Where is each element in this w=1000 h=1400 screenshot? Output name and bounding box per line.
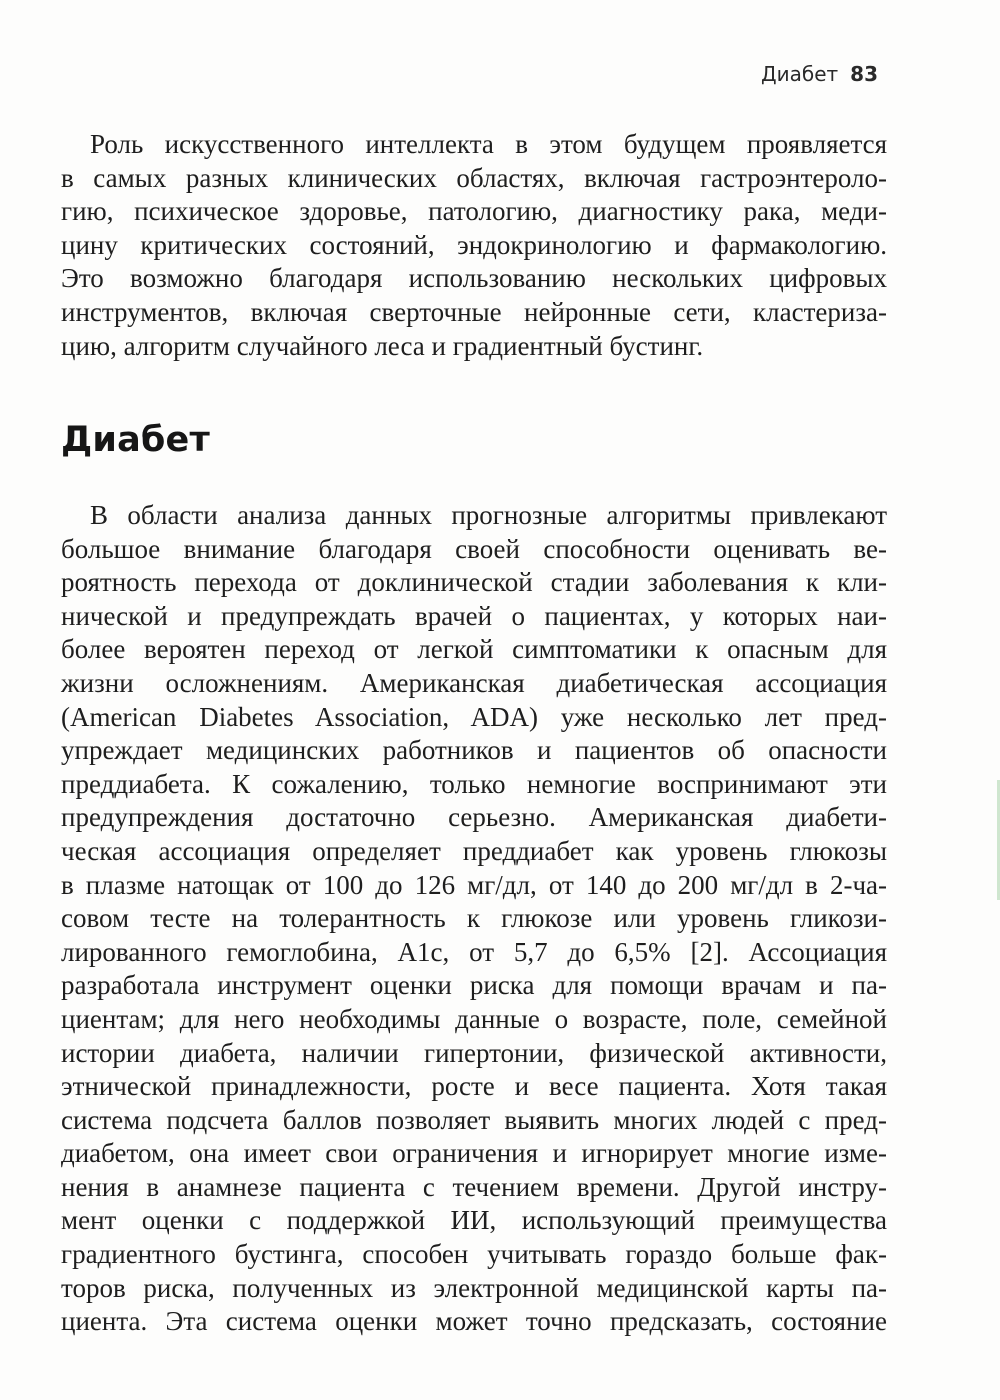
paragraph-line: (American Diabetes Association, ADA) уже несколько лет пред- — [61, 701, 887, 732]
paragraph-line: совом тесте на толерантность к глюкозе или уровень гликози- — [61, 903, 887, 934]
paragraph-line: в самых разных клинических областях, включая гастроэнтероло- — [61, 162, 887, 193]
paragraph-line: градиентного бустинга, способен учитывать гораздо больше фак- — [61, 1239, 887, 1270]
paragraph-line: в плазме натощак от 100 до 126 мг/дл, от 140 до 200 мг/дл в 2-ча- — [61, 869, 887, 900]
paragraph-line: упреждает медицинских работников и пациентов об опасности — [61, 735, 887, 766]
paragraph-line: предупреждения достаточно серьезно. Американская диабети- — [61, 802, 887, 833]
running-head — [761, 62, 878, 86]
paragraph-line: мент оценки с поддержкой ИИ, использующий преимущества — [61, 1205, 887, 1236]
paragraph-line: роятность перехода от доклинической стадии заболевания к кли- — [61, 567, 887, 598]
section-heading: Диабет — [61, 420, 210, 460]
paragraph-line: инструментов, включая сверточные нейронные сети, кластериза- — [61, 296, 887, 327]
paragraph-line: жизни осложнениям. Американская диабетическая ассоциация — [61, 667, 887, 698]
running-head-title: Диабет — [760, 62, 839, 86]
paragraph-line: нической и предупреждать врачей о пациентах, у которых наи- — [61, 600, 887, 631]
page-number: 83 — [850, 62, 878, 86]
paragraph-line: Это возможно благодаря использованию нескольких цифровых — [61, 263, 887, 294]
paragraph-line: цину критических состояний, эндокринологию и фармакологию. — [61, 229, 887, 260]
paragraph-line: циентам; для него необходимы данные о возрасте, поле, семейной — [61, 1003, 887, 1034]
paragraph-line: более вероятен переход от легкой симптоматики к опасным для — [61, 634, 887, 665]
paragraph-line: истории диабета, наличии гипертонии, физической активности, — [61, 1037, 887, 1068]
paragraph-line: система подсчета баллов позволяет выявить многих людей с пред- — [61, 1104, 887, 1135]
paragraph-line: этнической принадлежности, росте и весе пациента. Хотя такая — [61, 1071, 887, 1102]
paragraph-line: нения в анамнезе пациента с течением времени. Другой инстру- — [61, 1171, 887, 1202]
paragraph-line: торов риска, полученных из электронной медицинской карты па- — [61, 1272, 887, 1303]
paragraph-line: разработала инструмент оценки риска для помощи врачам и па- — [61, 970, 887, 1001]
paragraph-line: цию, алгоритм случайного леса и градиентный бустинг. — [61, 330, 704, 361]
paragraph-line: Роль искусственного интеллекта в этом будущем проявляется — [90, 129, 887, 159]
paragraph-line: гию, психическое здоровье, патологию, диагностику рака, меди- — [61, 196, 887, 227]
paragraph-line: В области анализа данных прогнозные алгоритмы привлекают — [90, 500, 887, 530]
diabetes-paragraph — [61, 499, 887, 1339]
paragraph-line: преддиабета. К сожалению, только немногие воспринимают эти — [61, 768, 887, 799]
paragraph-line: большое внимание благодаря своей способности оценивать ве- — [61, 533, 887, 564]
paragraph-line: циента. Эта система оценки может точно предсказать, состояние — [61, 1306, 887, 1337]
paragraph-line: лированного гемоглобина, A1c, от 5,7 до 6,5% [2]. Ассоциация — [61, 936, 887, 967]
paragraph-line: ческая ассоциация определяет преддиабет как уровень глюкозы — [61, 835, 887, 866]
intro-paragraph — [61, 128, 887, 363]
paragraph-line: диабетом, она имеет свои ограничения и игнорирует многие изме- — [61, 1138, 887, 1169]
